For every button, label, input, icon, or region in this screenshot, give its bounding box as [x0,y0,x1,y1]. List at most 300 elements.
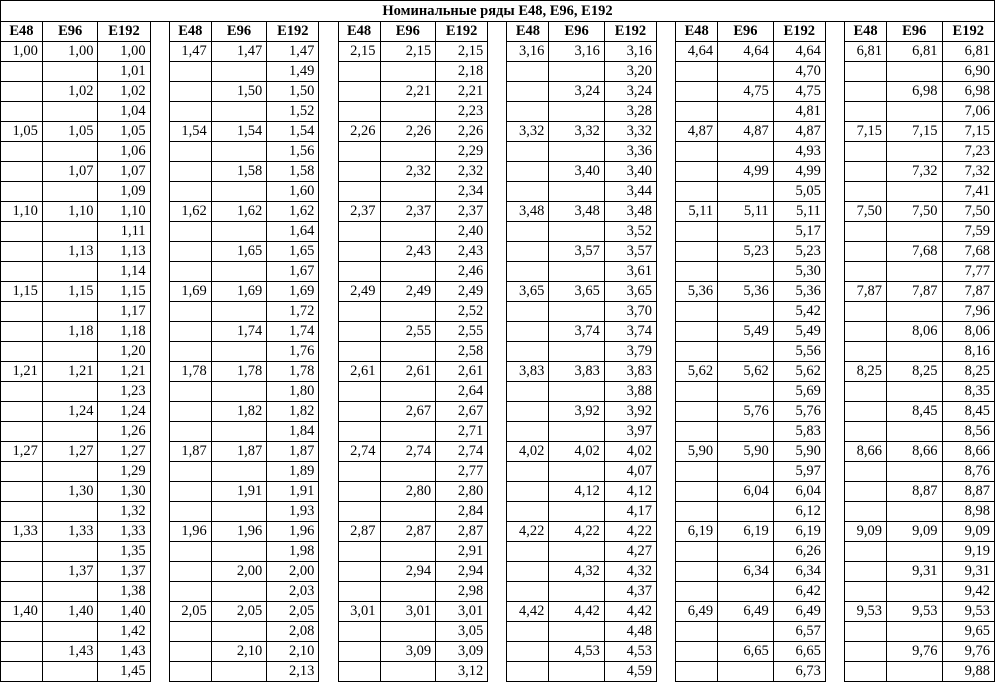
e96-cell: 6,49 [718,602,774,622]
e48-cell [169,542,211,562]
group-spacer [319,642,338,662]
group-spacer [319,82,338,102]
column-header-e96: E96 [886,22,942,42]
group-spacer [657,282,676,302]
e192-cell: 3,74 [604,322,656,342]
e96-cell: 1,13 [42,242,98,262]
group-spacer [825,382,844,402]
e96-cell: 3,24 [549,82,605,102]
e96-cell: 3,92 [549,402,605,422]
e96-cell: 2,49 [380,282,436,302]
e192-cell: 3,44 [604,182,656,202]
e96-cell: 6,34 [718,562,774,582]
e192-cell: 1,58 [267,162,319,182]
e48-cell [507,62,549,82]
table-row [1,482,995,502]
e48-cell [1,102,43,122]
e96-cell: 1,10 [42,202,98,222]
group-spacer [488,242,507,262]
group-spacer [150,402,169,422]
e96-cell: 8,45 [886,402,942,422]
e96-cell: 1,30 [42,482,98,502]
e96-cell: 2,32 [380,162,436,182]
e96-cell [211,342,267,362]
e96-cell: 4,02 [549,442,605,462]
e96-cell: 7,68 [886,242,942,262]
e192-cell: 4,37 [604,582,656,602]
e192-cell: 2,23 [436,102,488,122]
group-spacer [488,382,507,402]
e96-cell: 7,15 [886,122,942,142]
group-spacer [488,422,507,442]
e48-cell [676,302,718,322]
e96-cell [380,622,436,642]
e192-cell: 1,96 [267,522,319,542]
e48-cell [1,322,43,342]
e48-cell [676,82,718,102]
e192-cell: 3,12 [436,662,488,682]
e96-cell [380,262,436,282]
e48-cell [1,562,43,582]
group-spacer [657,362,676,382]
e192-cell: 3,92 [604,402,656,422]
e48-cell [338,262,380,282]
e192-cell: 2,15 [436,42,488,62]
e192-cell: 9,65 [942,622,995,642]
e96-cell: 2,94 [380,562,436,582]
e96-cell: 5,23 [718,242,774,262]
group-spacer [319,22,338,42]
group-spacer [825,242,844,262]
e96-cell: 3,32 [549,122,605,142]
e96-cell [42,342,98,362]
e48-cell: 1,21 [1,362,43,382]
table-row [1,302,995,322]
e48-cell: 1,05 [1,122,43,142]
e48-cell: 2,61 [338,362,380,382]
e192-cell: 2,84 [436,502,488,522]
e96-cell [211,622,267,642]
group-spacer [319,482,338,502]
e48-cell [338,222,380,242]
e192-cell: 8,76 [942,462,995,482]
table-row [1,362,995,382]
e96-cell [886,422,942,442]
e192-cell: 2,32 [436,162,488,182]
group-spacer [488,42,507,62]
group-spacer [150,262,169,282]
e192-cell: 1,07 [98,162,150,182]
e96-cell [718,142,774,162]
e192-cell: 9,19 [942,542,995,562]
e192-cell: 1,18 [98,322,150,342]
e192-cell: 1,30 [98,482,150,502]
e96-cell [211,302,267,322]
e48-cell [169,302,211,322]
table-row [1,122,995,142]
e192-cell: 4,93 [773,142,825,162]
e96-cell [211,582,267,602]
e48-cell [845,302,887,322]
group-spacer [319,582,338,602]
e192-cell: 2,71 [436,422,488,442]
group-spacer [488,522,507,542]
e96-cell: 1,18 [42,322,98,342]
e48-cell [338,562,380,582]
column-header-e96: E96 [42,22,98,42]
e96-cell: 7,32 [886,162,942,182]
e48-cell [169,262,211,282]
e192-cell: 2,05 [267,602,319,622]
e96-cell [211,422,267,442]
e192-cell: 3,01 [436,602,488,622]
e48-cell [1,502,43,522]
group-spacer [657,582,676,602]
e48-cell [169,422,211,442]
e48-cell [338,422,380,442]
e96-cell: 8,06 [886,322,942,342]
e48-cell [507,322,549,342]
e48-cell [507,502,549,522]
e96-cell [549,502,605,522]
group-spacer [825,62,844,82]
group-spacer [657,462,676,482]
e192-cell: 3,57 [604,242,656,262]
e192-cell: 1,14 [98,262,150,282]
e96-cell [886,542,942,562]
group-spacer [825,622,844,642]
group-spacer [657,422,676,442]
e96-cell: 6,98 [886,82,942,102]
group-spacer [825,442,844,462]
e192-cell: 6,65 [773,642,825,662]
e48-cell: 3,48 [507,202,549,222]
e96-cell [718,622,774,642]
group-spacer [825,362,844,382]
e96-cell: 9,09 [886,522,942,542]
e48-cell [845,582,887,602]
e48-cell [845,662,887,682]
e192-cell: 2,49 [436,282,488,302]
group-spacer [150,162,169,182]
e48-cell [507,342,549,362]
e96-cell [42,142,98,162]
e192-cell: 1,98 [267,542,319,562]
e48-cell [169,322,211,342]
e48-cell [169,502,211,522]
column-header-row [1,22,995,42]
e96-cell [211,62,267,82]
e48-cell: 2,26 [338,122,380,142]
e48-cell [338,482,380,502]
e48-cell [676,162,718,182]
group-spacer [657,442,676,462]
e96-cell [886,342,942,362]
e192-cell: 1,15 [98,282,150,302]
group-spacer [825,42,844,62]
e192-cell: 6,90 [942,62,995,82]
e192-cell: 6,04 [773,482,825,502]
e192-cell: 2,52 [436,302,488,322]
column-header-e48: E48 [169,22,211,42]
e48-cell [169,242,211,262]
group-spacer [150,82,169,102]
group-spacer [825,642,844,662]
group-spacer [825,602,844,622]
e192-cell: 2,91 [436,542,488,562]
e48-cell [676,262,718,282]
e192-cell: 8,87 [942,482,995,502]
e96-cell [380,222,436,242]
e96-cell: 1,47 [211,42,267,62]
e48-cell: 6,49 [676,602,718,622]
e192-cell: 2,10 [267,642,319,662]
e48-cell [338,302,380,322]
e48-cell: 2,37 [338,202,380,222]
e192-cell: 2,08 [267,622,319,642]
table-row [1,102,995,122]
e48-cell [1,382,43,402]
e96-cell: 2,15 [380,42,436,62]
e48-cell: 1,27 [1,442,43,462]
e48-cell [507,482,549,502]
e96-cell [380,502,436,522]
e48-cell: 7,15 [845,122,887,142]
e48-cell [845,402,887,422]
e96-cell: 3,09 [380,642,436,662]
e48-cell: 3,16 [507,42,549,62]
group-spacer [657,302,676,322]
table-row [1,662,995,682]
e48-cell [169,642,211,662]
table-row [1,582,995,602]
group-spacer [657,562,676,582]
group-spacer [657,202,676,222]
e96-cell: 4,99 [718,162,774,182]
e192-cell: 9,42 [942,582,995,602]
e192-cell: 4,32 [604,562,656,582]
group-spacer [657,22,676,42]
e48-cell: 1,54 [169,122,211,142]
e48-cell [845,622,887,642]
e96-cell [380,382,436,402]
group-spacer [657,242,676,262]
e96-cell: 4,75 [718,82,774,102]
e192-cell: 5,05 [773,182,825,202]
table-row [1,422,995,442]
e96-cell: 4,53 [549,642,605,662]
e48-cell: 8,66 [845,442,887,462]
e96-cell [42,422,98,442]
e48-cell [1,182,43,202]
e192-cell: 8,66 [942,442,995,462]
e48-cell [1,62,43,82]
e96-cell: 1,91 [211,482,267,502]
group-spacer [319,622,338,642]
e192-cell: 3,79 [604,342,656,362]
e96-cell [886,142,942,162]
table-row [1,62,995,82]
table-title: Номинальные ряды E48, E96, E192 [1,1,995,22]
group-spacer [150,482,169,502]
group-spacer [488,62,507,82]
e48-cell [338,462,380,482]
e96-cell: 8,87 [886,482,942,502]
e48-cell [169,662,211,682]
e96-cell [549,182,605,202]
e192-cell: 2,64 [436,382,488,402]
e96-cell: 4,22 [549,522,605,542]
group-spacer [825,542,844,562]
e48-cell [845,422,887,442]
e96-cell [886,102,942,122]
group-spacer [488,542,507,562]
e192-cell: 1,23 [98,382,150,402]
e192-cell: 5,56 [773,342,825,362]
group-spacer [150,562,169,582]
e96-cell: 1,78 [211,362,267,382]
e96-cell: 1,33 [42,522,98,542]
e192-cell: 1,45 [98,662,150,682]
group-spacer [319,62,338,82]
e48-cell [676,622,718,642]
e48-cell [1,162,43,182]
e192-cell: 4,87 [773,122,825,142]
e192-cell: 1,05 [98,122,150,142]
group-spacer [488,502,507,522]
e96-cell: 8,66 [886,442,942,462]
e48-cell: 2,87 [338,522,380,542]
e192-cell: 3,20 [604,62,656,82]
group-spacer [150,42,169,62]
e48-cell [507,402,549,422]
group-spacer [825,142,844,162]
e192-cell: 2,98 [436,582,488,602]
group-spacer [319,422,338,442]
e192-cell: 1,93 [267,502,319,522]
e96-cell: 2,55 [380,322,436,342]
e192-cell: 6,26 [773,542,825,562]
e96-cell: 3,74 [549,322,605,342]
group-spacer [319,322,338,342]
e48-cell [169,582,211,602]
e48-cell [338,162,380,182]
e96-cell [380,542,436,562]
e192-cell: 1,29 [98,462,150,482]
e192-cell: 7,32 [942,162,995,182]
column-header-e192: E192 [98,22,150,42]
e192-cell: 3,05 [436,622,488,642]
e48-cell: 3,65 [507,282,549,302]
e48-cell: 3,01 [338,602,380,622]
e96-cell: 5,62 [718,362,774,382]
e192-cell: 2,03 [267,582,319,602]
e192-cell: 1,17 [98,302,150,322]
e192-cell: 4,27 [604,542,656,562]
e96-cell [42,62,98,82]
e48-cell [1,662,43,682]
e192-cell: 1,00 [98,42,150,62]
group-spacer [319,562,338,582]
e96-cell: 2,61 [380,362,436,382]
e96-cell: 1,21 [42,362,98,382]
e48-cell: 7,87 [845,282,887,302]
e48-cell: 4,64 [676,42,718,62]
group-spacer [488,222,507,242]
group-spacer [825,522,844,542]
group-spacer [488,562,507,582]
e48-cell [169,482,211,502]
e96-cell [718,582,774,602]
e48-cell [169,162,211,182]
e48-cell [845,382,887,402]
e192-cell: 1,69 [267,282,319,302]
e48-cell: 8,25 [845,362,887,382]
e48-cell: 1,40 [1,602,43,622]
e48-cell [169,82,211,102]
group-spacer [488,142,507,162]
e192-cell: 1,84 [267,422,319,442]
e192-cell: 9,88 [942,662,995,682]
e96-cell [718,342,774,362]
e48-cell [676,662,718,682]
e48-cell [507,662,549,682]
group-spacer [825,22,844,42]
e96-cell [886,222,942,242]
e192-cell: 7,41 [942,182,995,202]
e192-cell: 4,75 [773,82,825,102]
e48-cell [845,162,887,182]
e48-cell [169,62,211,82]
table-row [1,442,995,462]
e48-cell [169,102,211,122]
e96-cell [886,62,942,82]
column-header-e96: E96 [718,22,774,42]
group-spacer [150,302,169,322]
e192-cell: 1,64 [267,222,319,242]
group-spacer [825,482,844,502]
table-row [1,402,995,422]
column-header-e192: E192 [436,22,488,42]
group-spacer [150,622,169,642]
e96-cell [380,302,436,322]
e48-cell [507,102,549,122]
e192-cell: 3,48 [604,202,656,222]
e48-cell: 2,49 [338,282,380,302]
column-header-e96: E96 [380,22,436,42]
e192-cell: 3,88 [604,382,656,402]
group-spacer [150,242,169,262]
e96-cell: 2,10 [211,642,267,662]
e192-cell: 4,42 [604,602,656,622]
e96-cell: 1,65 [211,242,267,262]
e96-cell [549,382,605,402]
e96-cell [211,102,267,122]
e48-cell: 3,83 [507,362,549,382]
table-row [1,382,995,402]
e48-cell [507,142,549,162]
e192-cell: 8,35 [942,382,995,402]
group-spacer [488,82,507,102]
e48-cell [507,82,549,102]
e96-cell [549,662,605,682]
e96-cell [718,222,774,242]
e192-cell: 1,40 [98,602,150,622]
group-spacer [319,302,338,322]
e192-cell: 1,78 [267,362,319,382]
table-row [1,462,995,482]
e192-cell: 5,76 [773,402,825,422]
